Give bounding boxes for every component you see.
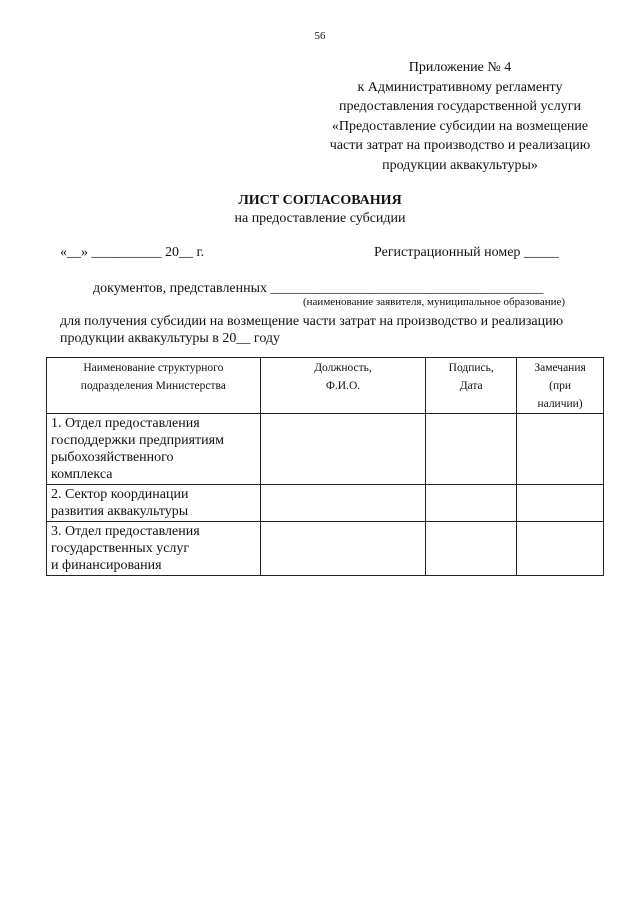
- appendix-header: [300, 58, 620, 175]
- header-position-name: Должность, Ф.И.О.: [260, 358, 426, 414]
- document-subtitle: на предоставление субсидии: [234, 211, 406, 226]
- remarks-cell: [517, 485, 604, 522]
- position-name-cell: [260, 522, 426, 576]
- signature-date-cell: [426, 414, 517, 485]
- signature-date-cell: [426, 522, 517, 576]
- header-remarks: Замечания (при наличии): [517, 358, 604, 414]
- documents-submitted-line: документов, представленных _______________________________________: [93, 281, 544, 296]
- appendix-line: к Административному регламенту: [357, 79, 563, 95]
- position-name-cell: [260, 485, 426, 522]
- department-cell: 3. Отдел предоставления государственных услуг и финансирования: [47, 522, 261, 576]
- department-cell: 2. Сектор координации развития аквакультуры: [47, 485, 261, 522]
- appendix-line: части затрат на производство и реализацию: [329, 138, 591, 153]
- appendix-line: продукции аквакультуры»: [382, 157, 538, 173]
- approval-table: [46, 357, 604, 576]
- table-row: [47, 414, 604, 485]
- appendix-line: «Предоставление субсидии на возмещение: [331, 118, 589, 134]
- appendix-line: предоставления государственной услуги: [339, 99, 581, 114]
- signature-date-cell: [426, 485, 517, 522]
- table-row: [47, 485, 604, 522]
- header-department: Наименование структурного подразделения Министерства: [47, 358, 261, 414]
- remarks-cell: [517, 414, 604, 485]
- department-cell: 1. Отдел предоставления господдержки предприятиям рыбохозяйственного комплекса: [47, 414, 261, 485]
- header-signature-date: Подпись, Дата: [426, 358, 517, 414]
- registration-number-field: Регистрационный номер _____: [374, 245, 559, 260]
- document-title: ЛИСТ СОГЛАСОВАНИЯ: [238, 193, 402, 208]
- applicant-caption: (наименование заявителя, муниципальное образование): [303, 296, 566, 308]
- date-field: «__» __________ 20__ г.: [60, 245, 205, 260]
- position-name-cell: [260, 414, 426, 485]
- purpose-text: для получения субсидии на возмещение части затрат на производство и реализацию продукции аквакультуры в 20__ году: [60, 314, 564, 346]
- table-row: [47, 522, 604, 576]
- table-header-row: [47, 358, 604, 414]
- appendix-line: Приложение № 4: [408, 60, 512, 75]
- page-number: 56: [314, 30, 326, 42]
- remarks-cell: [517, 522, 604, 576]
